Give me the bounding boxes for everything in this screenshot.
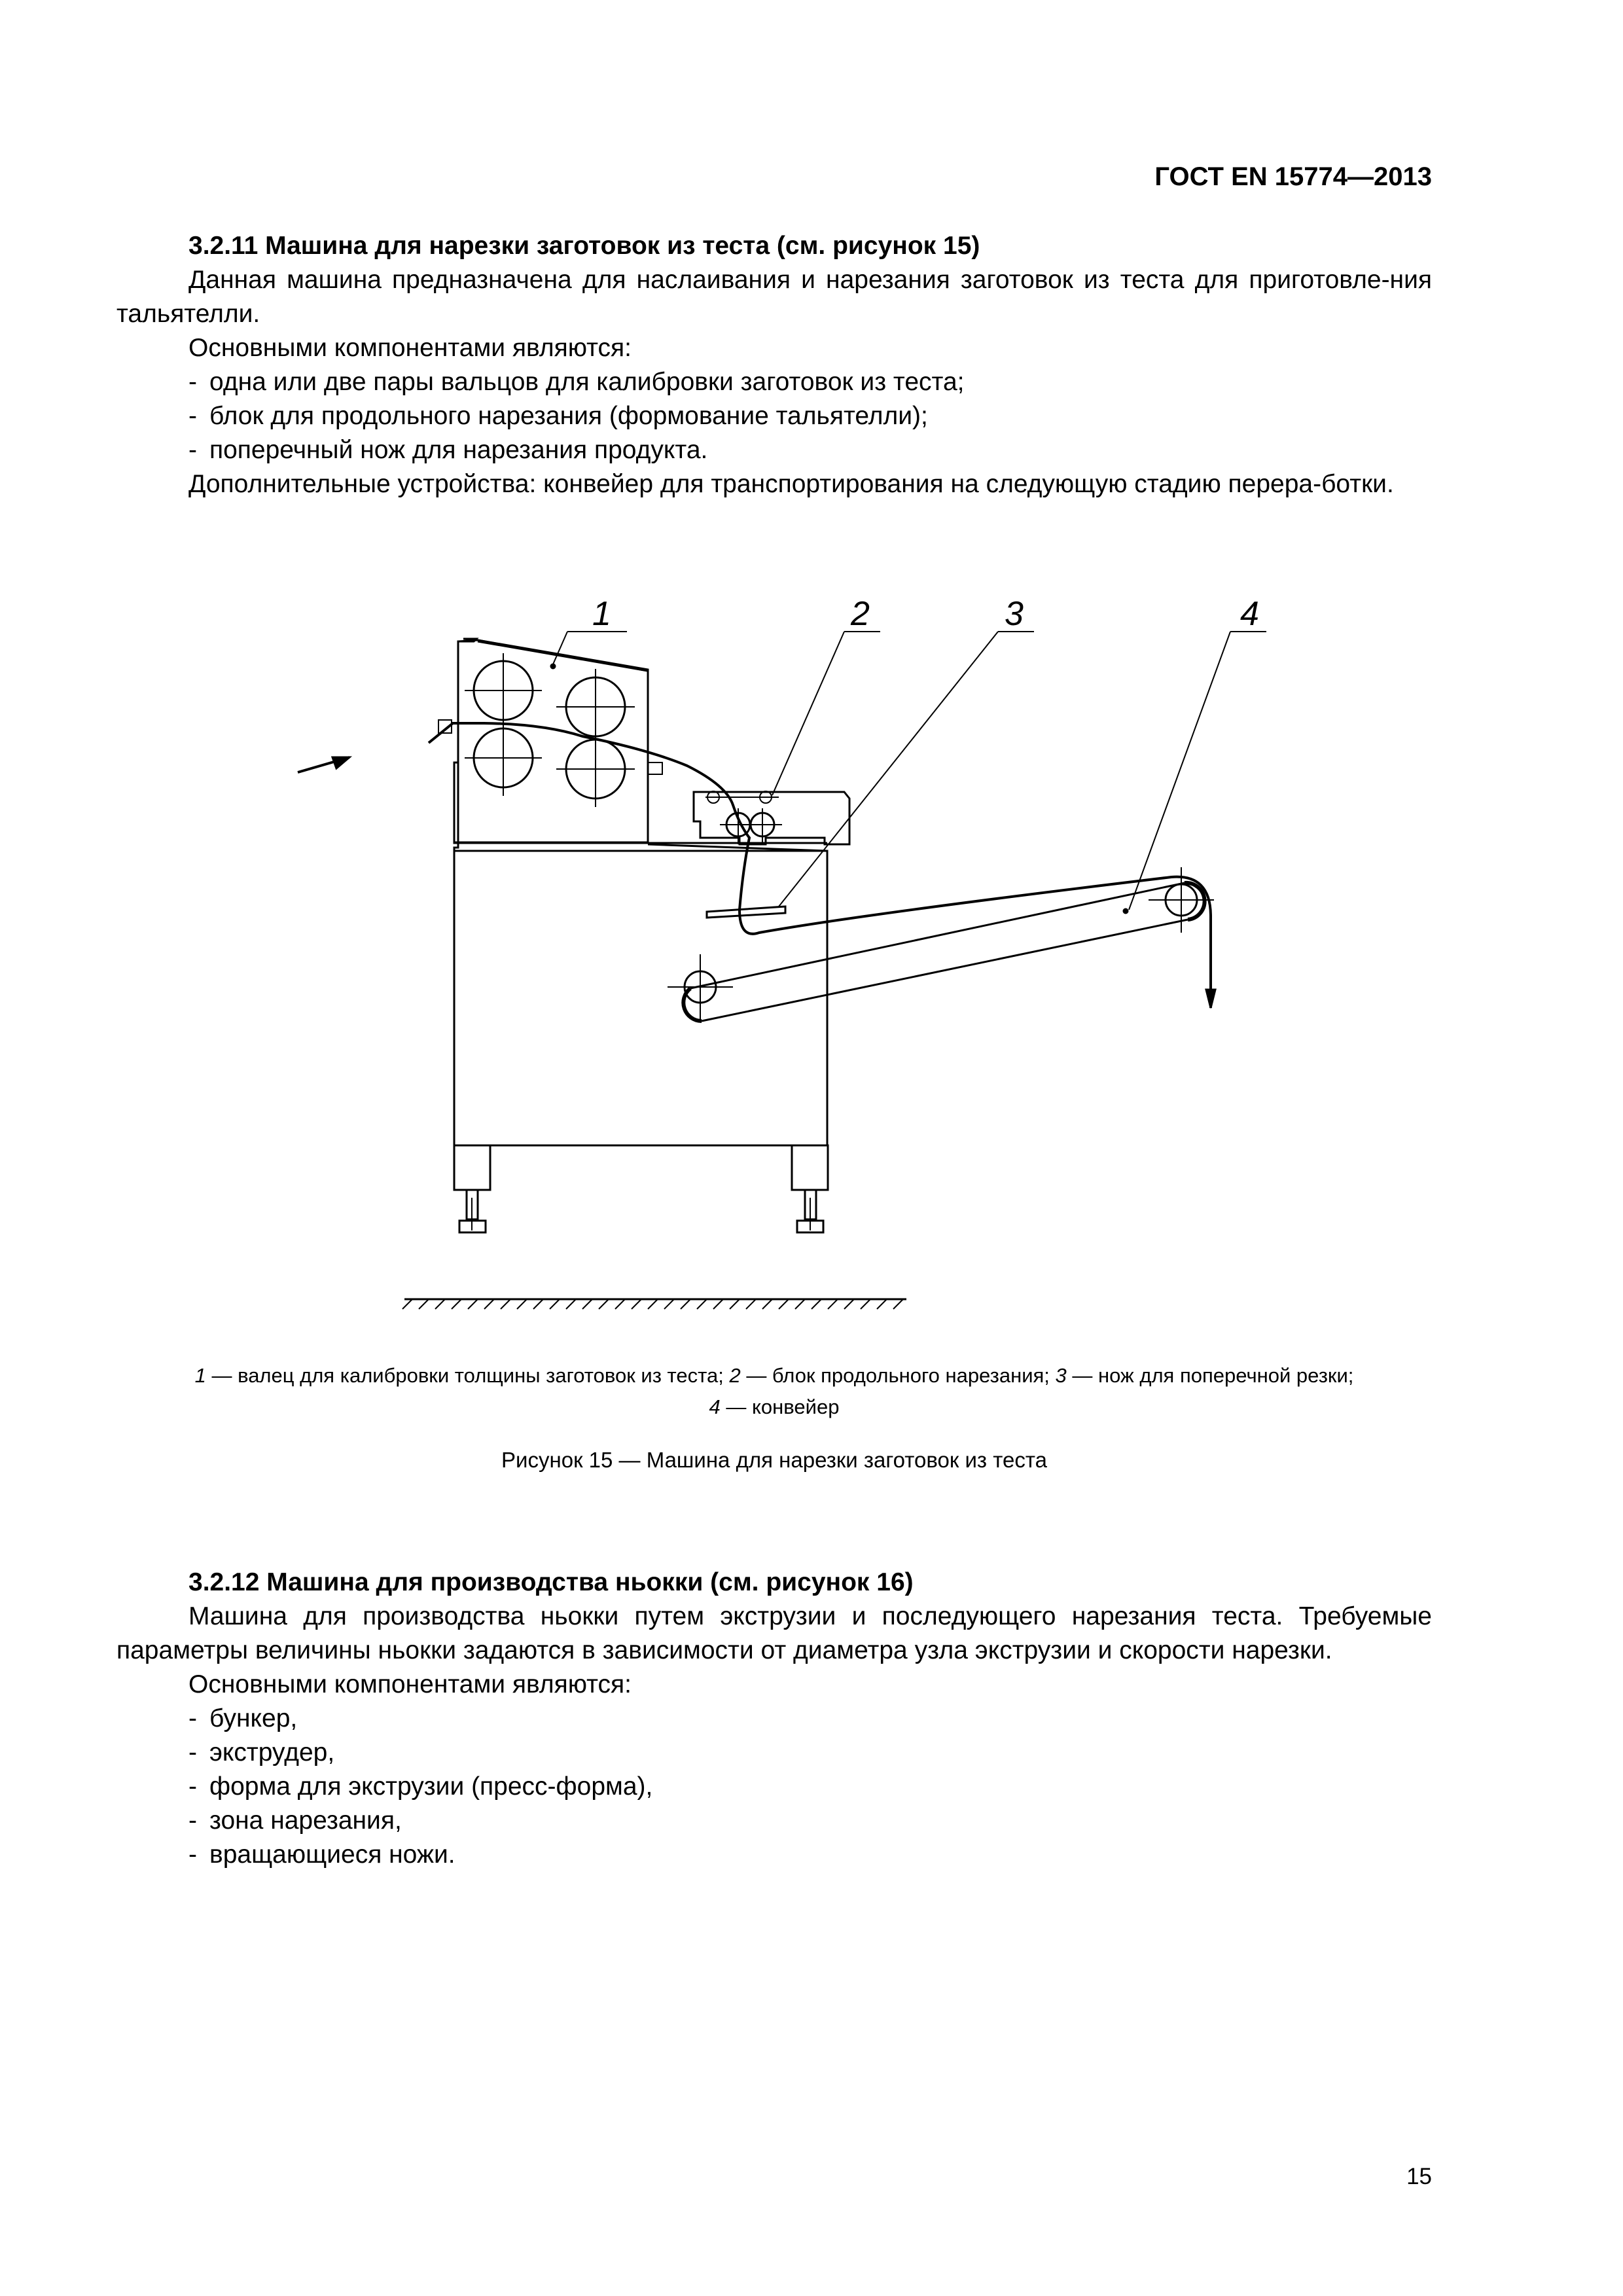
list-item: - форма для экструзии (пресс-форма), [188,1772,653,1801]
callout-1: 1 [592,595,611,633]
legend-num-4: 4 [709,1395,721,1418]
components-list [116,365,1432,467]
legend-num-2: 2 [729,1364,741,1387]
section-intro: Данная машина предназначена для наслаивания и нарезания заготовок из теста для приготовле-ния тальятелли. [116,266,1432,328]
section-3-2-11 [116,229,1432,501]
document-header: ГОСТ EN 15774—2013 [1154,162,1432,191]
callout-3: 3 [1005,595,1024,633]
legend-num-3: 3 [1055,1364,1067,1387]
components-intro: Основными компонентами являются: [188,334,632,362]
legend-num-1: 1 [194,1364,206,1387]
callout-4: 4 [1240,595,1259,633]
list-item: - экструдер, [188,1738,335,1767]
components-list [116,1702,1432,1872]
section-intro: Машина для производства ньокки путем экструзии и последующего нарезания теста. Требуемые параметры величины ньокки задаются в зависимости от диаметра узла экструзии и скорости нарезки. [116,1602,1432,1664]
figure-legend: 1 — валец для калибровки толщины заготовок из теста; 2 — блок продольного нарезания; 3 — нож для поперечной резки; 4 — конвейер [194,1364,1354,1418]
figure-15-drawing [281,576,1276,1322]
list-item: - блок для продольного нарезания (формование тальятелли); [188,402,928,430]
extras-paragraph: Дополнительные устройства: конвейер для транспортирования на следующую стадию перера-ботки. [188,470,1394,498]
list-item: - бункер, [188,1704,298,1732]
list-item: - вращающиеся ножи. [188,1840,455,1869]
list-item: - зона нарезания, [188,1806,402,1835]
page-number: 15 [1406,2164,1432,2189]
list-item: - поперечный нож для нарезания продукта. [188,436,708,464]
figure-caption: Рисунок 15 — Машина для нарезки заготовок из теста [501,1448,1047,1472]
components-intro: Основными компонентами являются: [188,1670,632,1698]
callout-2: 2 [851,595,870,633]
section-heading: 3.2.11 Машина для нарезки заготовок из теста (см. рисунок 15) [188,232,980,260]
section-3-2-12 [116,1566,1432,1872]
list-item: - одна или две пары вальцов для калибровки заготовок из теста; [188,368,965,396]
section-heading: 3.2.12 Машина для производства ньокки (см. рисунок 16) [188,1568,914,1596]
